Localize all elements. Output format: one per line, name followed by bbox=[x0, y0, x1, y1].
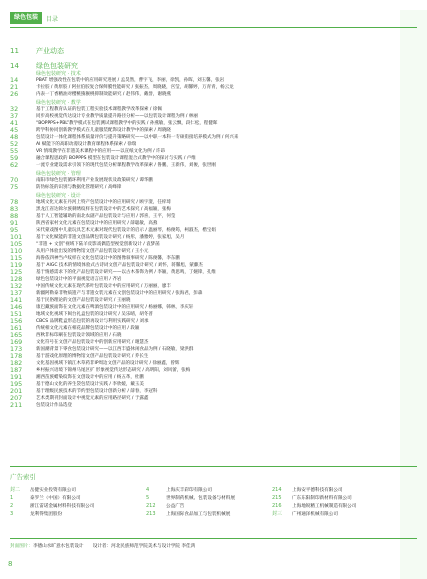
toc-entry[interactable] bbox=[10, 367, 190, 374]
entry-title: 艺术类期刊封面设计中视觉元素的应用路径研究 / 于露鑫 bbox=[36, 396, 149, 401]
ad-page: 215 bbox=[272, 494, 282, 501]
entry-page: 70 bbox=[10, 176, 19, 184]
toc-entry[interactable] bbox=[10, 304, 193, 311]
contents-label: 目录 bbox=[46, 15, 59, 23]
entry-title: 同步高校视觉传达设计专业教学质量提升路径分析——以包装设计课程为例 / 林丽 bbox=[36, 114, 198, 119]
toc-entry[interactable] bbox=[10, 113, 198, 120]
subsection-label: 绿色包装研究 · 管理 bbox=[36, 171, 81, 177]
entry-page: 55 bbox=[10, 147, 19, 155]
toc-entry[interactable] bbox=[10, 141, 136, 148]
entry-title: 基于游戏化原理的博物馆文创产品包装设计研究 / 乔长生 bbox=[36, 354, 149, 359]
entry-page: 132 bbox=[10, 282, 23, 290]
entry-title: 黑龙江省达斡尔族刺绣纹样在包装设计中的艺术探究 / 高福颖，张梅 bbox=[36, 207, 171, 212]
toc-entry[interactable] bbox=[10, 395, 148, 402]
toc-entry[interactable] bbox=[10, 134, 238, 141]
section-title: 绿色包装研究 bbox=[36, 62, 78, 70]
entry-page: 62 bbox=[10, 161, 19, 169]
toc-entry[interactable] bbox=[10, 346, 193, 353]
entry-page: 207 bbox=[10, 394, 23, 402]
entry-title: 陕西省家村文化元素在包装设计中的应用研究 / 薛聪敏，高燕 bbox=[36, 221, 158, 226]
toc-entry[interactable] bbox=[10, 248, 148, 255]
section-heading bbox=[10, 46, 64, 56]
subsection-label: 绿色包装研究 · 教学 bbox=[36, 100, 81, 106]
toc-entry[interactable] bbox=[10, 318, 148, 325]
toc-entry[interactable] bbox=[10, 402, 72, 409]
toc-entry[interactable] bbox=[10, 106, 162, 113]
toc-entry[interactable] bbox=[10, 311, 153, 318]
entry-page: 26 bbox=[10, 90, 19, 98]
entry-page: 182 bbox=[10, 359, 23, 367]
entry-title: 海鲁依四神当卢纹样在文化包装设计中的图像叙事研究 / 陈俊馨，李东鹏 bbox=[36, 256, 180, 261]
page-header bbox=[10, 12, 58, 24]
cover-text: 李德山水旷意水包装设计 设计者：河北民族师范学院美术与设计学院 李佳鸿 bbox=[32, 544, 196, 549]
entry-title: 基于情感需求下的化产品包装设计研究——以古木茶饰为例 / 李颖，黄思鸣，丁婉锋，孔维 bbox=[36, 270, 216, 275]
entry-title: PBAT 增强改性在包装中的应用研究进展 / 孟昊然，曹宇飞，李丽，徐凯，孙晖，刘玉馨，张岩 bbox=[36, 78, 225, 83]
ad-item[interactable] bbox=[272, 486, 343, 493]
ad-page: 3 bbox=[10, 510, 14, 517]
ad-page: 214 bbox=[272, 486, 282, 493]
toc-entry[interactable] bbox=[10, 339, 148, 346]
entry-page: 165 bbox=[10, 331, 23, 339]
ad-name: 上海安平德科技有限公司 bbox=[292, 487, 343, 493]
entry-page: 14 bbox=[10, 76, 19, 84]
ad-name: 岳健实业投资有限公司 bbox=[30, 487, 76, 493]
entry-title: 基于 AIGC 技术的情境体验式古诗词文创产品包装设计研究 / 刘怀，蒋馨旭，蒙藤杰 bbox=[36, 263, 203, 268]
entry-page: 48 bbox=[10, 133, 19, 141]
ad-item[interactable] bbox=[146, 494, 235, 501]
entry-page: 191 bbox=[10, 373, 23, 381]
ad-item[interactable] bbox=[272, 494, 352, 501]
toc-entry[interactable] bbox=[10, 388, 157, 395]
ad-item[interactable] bbox=[10, 502, 94, 509]
entry-title: 文化符号在文创产品包装设计中的创新应用研究 / 谢慧杰 bbox=[36, 340, 149, 345]
ad-name: 上海庆丰彩印有限公司 bbox=[166, 487, 212, 493]
ad-page: 封三 bbox=[272, 511, 283, 517]
ad-item[interactable] bbox=[10, 510, 62, 517]
entry-title: 西秋非标印刷在包装设计领域的应用 / 石晓 bbox=[36, 333, 122, 338]
entry-title: 基于德山文化的养生袋包装设计实践 / 李欣媛，戴玉美 bbox=[36, 382, 144, 387]
entry-page: 195 bbox=[10, 380, 23, 388]
ad-name: 泰罗兰（中国）有限公司 bbox=[30, 495, 81, 501]
toc-entry[interactable] bbox=[10, 148, 165, 155]
ad-page: 212 bbox=[146, 502, 156, 509]
header-divider bbox=[10, 27, 417, 28]
entry-title: VR 情境教学在非遗美术课程中的应用——以宣纸文化为例 / 许昂 bbox=[36, 149, 166, 154]
toc-entry[interactable] bbox=[10, 360, 179, 367]
entry-title: 卡拉胶 / 黄原胶 / 阿拉伯胶复合保鲜膜性能研究 / 张振杰，周晓晓，宫莹，胡馨婷，万青青，杨云龙 bbox=[36, 85, 234, 90]
entry-page: 21 bbox=[10, 83, 19, 91]
toc-entry[interactable] bbox=[10, 184, 121, 191]
toc-entry[interactable] bbox=[10, 84, 234, 91]
entry-page: 45 bbox=[10, 126, 19, 134]
ad-name: 世界制药机械、包装设备与材料展 bbox=[166, 495, 235, 501]
entry-title: 基于人工智能辅助的南北农副产品包装设计与应用 / 郭喜，王平，何莹 bbox=[36, 214, 176, 219]
entry-title: 基于理级民族技术的节约型包装设计创新分析 / 薛春，李冠科 bbox=[36, 389, 158, 394]
entry-title: 湘西苗族蜡染纹饰在文创设计中的应用 / 杨五革，杜鹏 bbox=[36, 375, 144, 380]
entry-title: 融合课程思政的 BOPPPS 模型在包装设计课程混合式教学中的探讨与实践 / 卢维 bbox=[36, 156, 196, 161]
entry-page: 146 bbox=[10, 303, 23, 311]
toc-entry[interactable] bbox=[10, 120, 217, 127]
entry-page: 78 bbox=[10, 198, 19, 206]
entry-page: 151 bbox=[10, 310, 23, 318]
entry-page: 201 bbox=[10, 387, 23, 395]
entry-page: 88 bbox=[10, 212, 19, 220]
entry-title: “非遗 + 文创”视域下陆羊皮影戏偶造型视觉创新设计 / 袁梦菡 bbox=[36, 242, 160, 247]
toc-entry[interactable] bbox=[10, 127, 171, 134]
entry-page: 91 bbox=[10, 219, 19, 227]
ad-name: 广东东阳制印新材料有限公司 bbox=[292, 495, 352, 501]
entry-page: 137 bbox=[10, 289, 23, 297]
toc-entry[interactable] bbox=[10, 332, 121, 339]
entry-title: 内表一丁香精油对樱桃猕猴桃抑制效能研究 / 赵伟伟，戴誉，谢晓燕 bbox=[36, 92, 171, 97]
entry-title: 中国传统文化元素在现代茶叶包装设计中的应用研究 / 万丽丽，廖丰 bbox=[36, 284, 171, 289]
entry-page: 178 bbox=[10, 352, 23, 360]
entry-page: 101 bbox=[10, 233, 23, 241]
entry-page: 41 bbox=[10, 119, 19, 127]
entry-title: AI 赋能下的高职动漫设计教育课程体系探索 / 徐瑞 bbox=[36, 142, 137, 147]
cover-credit bbox=[10, 543, 195, 549]
entry-title: “BOPPPS+PBL”教学模式在包装测试课程教学中的实践 / 孙燕敏，张云飘，段仁松，程健晖 bbox=[36, 121, 218, 126]
entry-page: 187 bbox=[10, 366, 23, 374]
entry-title: 基于文化赋能的非遗文创品牌包装设计研究 / 杨彤，潘雅婷，张家旭，吴月 bbox=[36, 235, 185, 240]
toc-entry[interactable] bbox=[10, 162, 216, 169]
entry-page: 110 bbox=[10, 247, 23, 255]
subsection-label: 绿色包装研究 · 技术 bbox=[36, 71, 81, 77]
entry-title: 防伪标签的识别与数据化管理研究 / 高峰锋 bbox=[36, 185, 122, 190]
section-page: 14 bbox=[10, 62, 19, 70]
toc-entry[interactable] bbox=[10, 381, 144, 388]
ad-item[interactable] bbox=[146, 486, 212, 493]
subsection-label: 绿色包装研究 · 设计 bbox=[36, 193, 81, 199]
entry-title: 传统相文化元素在相花品牌包装设计中的应用 / 段颖 bbox=[36, 326, 140, 331]
entry-page: 125 bbox=[10, 268, 23, 276]
entry-title: 文化基因视域下镇江木草药非IP周边文创产品的设计研究 / 徐丽鑫，曾辉 bbox=[36, 361, 180, 366]
entry-page: 156 bbox=[10, 317, 23, 325]
entry-title: 绿色包装设计中的平面视觉语言应用 / 齐岩 bbox=[36, 277, 122, 282]
cover-label: 封面图片： bbox=[10, 544, 33, 549]
toc-entry[interactable] bbox=[10, 91, 171, 98]
toc-entry[interactable] bbox=[10, 177, 153, 184]
entry-page: 37 bbox=[10, 112, 19, 120]
ad-page: 封二 bbox=[10, 487, 21, 493]
ad-item[interactable] bbox=[146, 502, 184, 509]
toc-entry[interactable] bbox=[10, 206, 171, 213]
entry-title: 地域文化视域下闽台礼盒包装的设计研究 / 吴乐晴，胡冬普 bbox=[36, 312, 153, 317]
entry-page: 119 bbox=[10, 261, 23, 269]
toc-entry[interactable] bbox=[10, 262, 203, 269]
entry-page: 141 bbox=[10, 296, 23, 304]
toc-entry[interactable] bbox=[10, 283, 171, 290]
section-page: 11 bbox=[10, 47, 19, 55]
entry-title: 乡村振兴语境下锦州马尾区扩 形象视觉传达形态研究 / 高明阳，刘风蕾，张梅 bbox=[36, 368, 191, 373]
ads-divider bbox=[10, 466, 417, 467]
toc-entry[interactable] bbox=[10, 155, 196, 162]
toc-entry[interactable] bbox=[10, 77, 224, 84]
section-title: 产业动态 bbox=[36, 47, 64, 55]
entry-title: 一流专业建设需求引领下的现代包装分析课程教学改革探索 / 鲁鹏，王新伟，刘俊，张世刚 bbox=[36, 163, 216, 168]
ad-name: 公益广告 bbox=[166, 503, 185, 509]
entry-page: 115 bbox=[10, 254, 23, 262]
toc-entry[interactable] bbox=[10, 374, 144, 381]
right-edge-tint bbox=[400, 10, 427, 579]
entry-page: 173 bbox=[10, 345, 23, 353]
entry-title: CBCS 品牌鞋盒形态包装的再设计与利用实践研究 / 刘承 bbox=[36, 319, 149, 324]
toc-entry[interactable] bbox=[10, 290, 202, 297]
toc-entry[interactable] bbox=[10, 325, 139, 332]
toc-entry[interactable] bbox=[10, 269, 216, 276]
toc-entry[interactable] bbox=[10, 297, 130, 304]
entry-page: 52 bbox=[10, 140, 19, 148]
entry-title: 包装设计作品选登 bbox=[36, 403, 72, 408]
ad-item[interactable] bbox=[10, 486, 76, 493]
entry-title: 新疆阿勒泰非物质遗产与非遗女装元素在文创包装设计中的应用研究 / 张海君，彭森 bbox=[36, 291, 203, 296]
toc-entry[interactable] bbox=[10, 213, 175, 220]
entry-page: 105 bbox=[10, 240, 23, 248]
toc-entry[interactable] bbox=[10, 220, 157, 227]
entry-page: 95 bbox=[10, 226, 19, 234]
entry-title: 新国潮背景下零食包装设计研究——以江西丰盛休闲食品为例 / 石晓敏，梁洪群 bbox=[36, 347, 194, 352]
ad-item[interactable] bbox=[272, 502, 356, 509]
entry-page: 32 bbox=[10, 105, 19, 113]
entry-title: 南阳市绿色包装循环利用产业发展现状及政策研究 / 谭华鹏 bbox=[36, 178, 153, 183]
page-number: 8 bbox=[8, 560, 13, 568]
ad-name: 龙利得集团股份 bbox=[30, 511, 63, 517]
entry-title: 地域文化元素在丹河上特产包装设计中的应用研究 / 顾宇澄，任梓琦 bbox=[36, 200, 171, 205]
cover-divider bbox=[10, 538, 417, 539]
entry-page: 169 bbox=[10, 338, 23, 346]
entry-page: 128 bbox=[10, 275, 23, 283]
ad-page: 5 bbox=[146, 494, 150, 501]
ad-name: 上海地锐精工机械制造有限公司 bbox=[292, 503, 357, 509]
toc-entry[interactable] bbox=[10, 199, 171, 206]
toc-entry[interactable] bbox=[10, 353, 148, 360]
toc-entry[interactable] bbox=[10, 241, 160, 248]
ad-page: 4 bbox=[146, 486, 150, 493]
entry-page: 211 bbox=[10, 401, 23, 409]
ad-page: 213 bbox=[146, 510, 156, 517]
toc-entry[interactable] bbox=[10, 255, 180, 262]
ad-item[interactable] bbox=[272, 510, 338, 517]
entry-title: 康巴藏族面饰在文化元素在啤酒包装设计中的应用研究 / 杨丽娜，韩林，李庆轩 bbox=[36, 305, 194, 310]
ads-heading: 广告索引 bbox=[10, 473, 36, 481]
entry-page: 59 bbox=[10, 154, 19, 162]
entry-title: 基于民俗理论的文创产品包装设计研究 / 王丽晓 bbox=[36, 298, 131, 303]
entry-page: 83 bbox=[10, 205, 19, 213]
toc-entry[interactable] bbox=[10, 227, 216, 234]
ad-name: 上海国际食品加工与包装机械展 bbox=[166, 511, 231, 517]
entry-page: 75 bbox=[10, 183, 19, 191]
entry-title: 宋代蒙戏图中儿童玩具艺术元素对现代包装设计的启示 / 温丽琴，杨俊筠，柯淑杰，楷宝娟 bbox=[36, 228, 216, 233]
ad-name: 浙江雷诺金属材料科技有限公司 bbox=[30, 503, 95, 509]
entry-title: 包装设计一体化课程体系质量评价与提升策略研究——以中职一本科一专硕衔接培养模式为例 / 何兴来 bbox=[36, 135, 239, 140]
entry-title: 基于工程教育认证的包装工程实验技术课程教学改革探索 / 徐佩 bbox=[36, 107, 162, 112]
brand-badge: 绿色包装 bbox=[10, 12, 42, 24]
ad-page: 216 bbox=[272, 502, 282, 509]
toc-entry[interactable] bbox=[10, 276, 121, 283]
entry-page: 161 bbox=[10, 324, 23, 332]
entry-title: 从用户体验出发的博物馆文创产品包装设计研究 / 王小元 bbox=[36, 249, 149, 254]
toc-entry[interactable] bbox=[10, 234, 184, 241]
ad-page: 1 bbox=[10, 494, 14, 501]
ad-item[interactable] bbox=[10, 494, 81, 501]
ad-name: 广州通泽机械有限公司 bbox=[292, 511, 338, 517]
ad-item[interactable] bbox=[146, 510, 230, 517]
entry-title: 跨学科协同创新教学模式在儿童服装配饰设计教学中的探索 / 周晓晓 bbox=[36, 128, 171, 133]
ad-page: 2 bbox=[10, 502, 14, 509]
